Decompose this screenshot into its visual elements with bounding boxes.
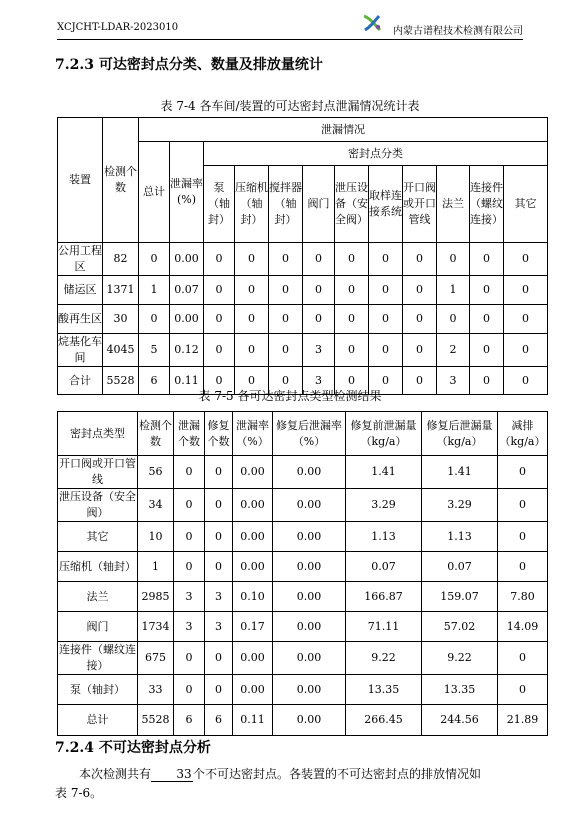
cell: 0 bbox=[205, 522, 233, 552]
cell: 1 bbox=[138, 552, 174, 582]
cell: 0.00 bbox=[273, 675, 346, 705]
cell: 0.07 bbox=[346, 552, 422, 582]
cell: 阀门 bbox=[58, 612, 138, 642]
col-header: 泄漏率（%） bbox=[233, 412, 273, 456]
device-name: 烷基化车间 bbox=[58, 334, 103, 367]
cell: 2985 bbox=[138, 582, 174, 612]
cell: 1.13 bbox=[422, 522, 498, 552]
cell: 0 bbox=[498, 456, 548, 489]
header-total: 总计 bbox=[139, 142, 170, 243]
class-value: 0 bbox=[235, 276, 269, 305]
cell: 266.45 bbox=[346, 705, 422, 736]
class-value: 0 bbox=[303, 276, 335, 305]
header-leak-rate: 泄漏率(%) bbox=[170, 142, 204, 243]
unreachable-paragraph bbox=[55, 765, 535, 784]
cell: 0.00 bbox=[273, 642, 346, 675]
class-value: 0 bbox=[335, 305, 369, 334]
class-value: 0 bbox=[437, 305, 470, 334]
cell: 0.00 bbox=[273, 456, 346, 489]
para-middle: 个不可达密封点。各装置的不可达密封点的排放情况如 bbox=[193, 767, 482, 781]
class-value: 0 bbox=[335, 367, 369, 395]
class-value: 0 bbox=[269, 305, 303, 334]
device-name: 酸再生区 bbox=[58, 305, 103, 334]
class-value: 3 bbox=[303, 334, 335, 367]
cell: 0.00 bbox=[233, 489, 273, 522]
cell: 0 bbox=[205, 456, 233, 489]
class-value: 0 bbox=[269, 243, 303, 276]
class-value: 0 bbox=[470, 334, 504, 367]
device-name: 储运区 bbox=[58, 276, 103, 305]
cell: 57.02 bbox=[422, 612, 498, 642]
section-title-7-2-3: 7.2.3 可达密封点分类、数量及排放量统计 bbox=[55, 57, 323, 73]
class-header: 压缩机（轴封） bbox=[235, 166, 269, 243]
class-value: 0 bbox=[403, 305, 437, 334]
class-header: 其它 bbox=[504, 166, 548, 243]
para-end: 表 7-6。 bbox=[55, 786, 103, 800]
cell: 1.41 bbox=[346, 456, 422, 489]
cell: 3 bbox=[174, 582, 205, 612]
cell: 5528 bbox=[138, 705, 174, 736]
class-value: 0 bbox=[335, 334, 369, 367]
leak-rate: 0.07 bbox=[170, 276, 204, 305]
leak-total: 0 bbox=[139, 305, 170, 334]
leak-total: 1 bbox=[139, 276, 170, 305]
device-name: 公用工程区 bbox=[58, 243, 103, 276]
cell: 21.89 bbox=[498, 705, 548, 736]
cell: 0.00 bbox=[233, 675, 273, 705]
class-value: 0 bbox=[403, 334, 437, 367]
cell: 法兰 bbox=[58, 582, 138, 612]
cell: 0.00 bbox=[273, 582, 346, 612]
table-7-5 bbox=[57, 411, 548, 736]
unreachable-count: 33 bbox=[151, 767, 193, 782]
cell: 3 bbox=[174, 612, 205, 642]
cell: 0 bbox=[174, 456, 205, 489]
table-row bbox=[58, 243, 548, 276]
cell: 开口阀或开口管线 bbox=[58, 456, 138, 489]
class-value: 0 bbox=[504, 334, 548, 367]
leak-rate: 0.00 bbox=[170, 243, 204, 276]
leak-rate: 0.11 bbox=[170, 367, 204, 395]
class-value: 0 bbox=[235, 367, 269, 395]
class-value: 0 bbox=[369, 276, 403, 305]
leak-total: 6 bbox=[139, 367, 170, 395]
table-7-4-caption: 表 7-4 各车间/装置的可达密封点泄漏情况统计表 bbox=[160, 99, 420, 113]
cell: 1734 bbox=[138, 612, 174, 642]
class-value: 0 bbox=[335, 276, 369, 305]
cell: 7.80 bbox=[498, 582, 548, 612]
class-header: 开口阀或开口管线 bbox=[403, 166, 437, 243]
class-value: 0 bbox=[504, 243, 548, 276]
col-header: 修复后泄漏率（%） bbox=[273, 412, 346, 456]
cell: 9.22 bbox=[346, 642, 422, 675]
cell: 159.07 bbox=[422, 582, 498, 612]
class-value: 0 bbox=[403, 367, 437, 395]
leak-total: 5 bbox=[139, 334, 170, 367]
cell: 0 bbox=[174, 489, 205, 522]
class-header: 泄压设备（安全阀） bbox=[335, 166, 369, 243]
cell: 56 bbox=[138, 456, 174, 489]
cell: 0 bbox=[205, 489, 233, 522]
cell: 10 bbox=[138, 522, 174, 552]
cell: 0 bbox=[205, 675, 233, 705]
cell: 675 bbox=[138, 642, 174, 675]
table-row bbox=[58, 705, 548, 736]
cell: 3 bbox=[205, 612, 233, 642]
cell: 0.17 bbox=[233, 612, 273, 642]
section-title-7-2-4: 7.2.4 不可达密封点分析 bbox=[55, 740, 211, 756]
cell: 0.11 bbox=[233, 705, 273, 736]
cell: 3 bbox=[205, 582, 233, 612]
table-row bbox=[58, 305, 548, 334]
col-header: 检测个数 bbox=[138, 412, 174, 456]
detect-count: 30 bbox=[103, 305, 139, 334]
cell: 3.29 bbox=[422, 489, 498, 522]
cell: 3.29 bbox=[346, 489, 422, 522]
cell: 0 bbox=[205, 552, 233, 582]
cell: 1.13 bbox=[346, 522, 422, 552]
detect-count: 1371 bbox=[103, 276, 139, 305]
cell: 166.87 bbox=[346, 582, 422, 612]
table-row bbox=[58, 276, 548, 305]
class-value: 0 bbox=[204, 243, 235, 276]
class-value: 0 bbox=[470, 276, 504, 305]
class-value: 0 bbox=[204, 305, 235, 334]
cell: 0.00 bbox=[273, 489, 346, 522]
class-value: 0 bbox=[403, 243, 437, 276]
cell: 0.00 bbox=[233, 552, 273, 582]
cell: 0.10 bbox=[233, 582, 273, 612]
detect-count: 5528 bbox=[103, 367, 139, 395]
cell: 0.00 bbox=[273, 705, 346, 736]
class-value: 0 bbox=[437, 243, 470, 276]
cell: 0.00 bbox=[273, 612, 346, 642]
leak-total: 0 bbox=[139, 243, 170, 276]
cell: 0.00 bbox=[233, 456, 273, 489]
class-value: 0 bbox=[504, 367, 548, 395]
class-header: 搅拌器（轴封） bbox=[269, 166, 303, 243]
header-leak-situation: 泄漏情况 bbox=[139, 118, 548, 142]
detect-count: 4045 bbox=[103, 334, 139, 367]
cell: 0 bbox=[205, 642, 233, 675]
class-value: 0 bbox=[369, 334, 403, 367]
class-value: 0 bbox=[369, 305, 403, 334]
cell: 0.07 bbox=[422, 552, 498, 582]
cell: 总计 bbox=[58, 705, 138, 736]
class-value: 0 bbox=[470, 367, 504, 395]
cell: 0 bbox=[498, 552, 548, 582]
class-value: 0 bbox=[470, 305, 504, 334]
cell: 71.11 bbox=[346, 612, 422, 642]
cell: 6 bbox=[174, 705, 205, 736]
leak-rate: 0.00 bbox=[170, 305, 204, 334]
cell: 13.35 bbox=[346, 675, 422, 705]
class-header: 连接件（螺纹连接） bbox=[470, 166, 504, 243]
class-value: 0 bbox=[269, 367, 303, 395]
class-value: 3 bbox=[437, 367, 470, 395]
header-detect-count: 检测个数 bbox=[103, 118, 139, 243]
cell: 0 bbox=[498, 642, 548, 675]
class-value: 0 bbox=[303, 305, 335, 334]
class-header: 取样连接系统 bbox=[369, 166, 403, 243]
class-value: 0 bbox=[504, 276, 548, 305]
cell: 0.00 bbox=[233, 642, 273, 675]
class-value: 0 bbox=[235, 305, 269, 334]
page-header bbox=[57, 10, 523, 40]
cell: 0 bbox=[174, 642, 205, 675]
table-row bbox=[58, 334, 548, 367]
col-header: 密封点类型 bbox=[58, 412, 138, 456]
class-value: 0 bbox=[504, 305, 548, 334]
company-name: 内蒙古谱程技术检测有限公司 bbox=[393, 26, 523, 37]
cell: 0 bbox=[498, 522, 548, 552]
detect-count: 82 bbox=[103, 243, 139, 276]
col-header: 修复个数 bbox=[205, 412, 233, 456]
table-row bbox=[58, 456, 548, 489]
col-header: 修复前泄漏量（kg/a） bbox=[346, 412, 422, 456]
table-7-5-caption: 表 7-5 各可达密封点类型检测结果 bbox=[198, 389, 382, 403]
class-value: 3 bbox=[303, 367, 335, 395]
cell: 0 bbox=[498, 489, 548, 522]
table-row bbox=[58, 522, 548, 552]
class-value: 1 bbox=[437, 276, 470, 305]
header-seal-classification: 密封点分类 bbox=[204, 142, 548, 166]
cell: 1.41 bbox=[422, 456, 498, 489]
cell: 泄压设备（安全阀） bbox=[58, 489, 138, 522]
table-row bbox=[58, 612, 548, 642]
cell: 连接件（螺纹连接） bbox=[58, 642, 138, 675]
class-value: 0 bbox=[269, 334, 303, 367]
cell: 34 bbox=[138, 489, 174, 522]
class-value: 2 bbox=[437, 334, 470, 367]
class-value: 0 bbox=[369, 367, 403, 395]
cell: 泵（轴封） bbox=[58, 675, 138, 705]
table-row bbox=[58, 642, 548, 675]
class-value: 0 bbox=[470, 243, 504, 276]
cell: 0.00 bbox=[273, 522, 346, 552]
class-value: 0 bbox=[235, 334, 269, 367]
class-value: 0 bbox=[204, 367, 235, 395]
class-value: 0 bbox=[303, 243, 335, 276]
cell: 9.22 bbox=[422, 642, 498, 675]
class-header: 阀门 bbox=[303, 166, 335, 243]
company-logo-icon bbox=[361, 12, 383, 34]
col-header: 修复后泄漏量（kg/a） bbox=[422, 412, 498, 456]
leak-rate: 0.12 bbox=[170, 334, 204, 367]
cell: 33 bbox=[138, 675, 174, 705]
cell: 0 bbox=[174, 552, 205, 582]
cell: 0.00 bbox=[273, 552, 346, 582]
cell: 244.56 bbox=[422, 705, 498, 736]
class-value: 0 bbox=[235, 243, 269, 276]
cell: 14.09 bbox=[498, 612, 548, 642]
col-header: 减排（kg/a） bbox=[498, 412, 548, 456]
table-7-4 bbox=[57, 117, 548, 395]
cell: 0 bbox=[174, 522, 205, 552]
cell: 13.35 bbox=[422, 675, 498, 705]
cell: 0 bbox=[174, 675, 205, 705]
cell: 0 bbox=[498, 675, 548, 705]
class-value: 0 bbox=[403, 276, 437, 305]
class-value: 0 bbox=[269, 276, 303, 305]
class-value: 0 bbox=[369, 243, 403, 276]
header-device: 装置 bbox=[58, 118, 103, 243]
table-row bbox=[58, 675, 548, 705]
cell: 其它 bbox=[58, 522, 138, 552]
table-row bbox=[58, 489, 548, 522]
class-value: 0 bbox=[335, 243, 369, 276]
table-row bbox=[58, 552, 548, 582]
col-header: 泄漏个数 bbox=[174, 412, 205, 456]
device-name: 合计 bbox=[58, 367, 103, 395]
para-prefix: 本次检测共有 bbox=[79, 767, 152, 781]
class-value: 0 bbox=[204, 276, 235, 305]
class-header: 泵（轴封） bbox=[204, 166, 235, 243]
class-value: 0 bbox=[204, 334, 235, 367]
table-row bbox=[58, 582, 548, 612]
cell: 压缩机（轴封） bbox=[58, 552, 138, 582]
cell: 6 bbox=[205, 705, 233, 736]
class-header: 法兰 bbox=[437, 166, 470, 243]
cell: 0.00 bbox=[233, 522, 273, 552]
document-code: XCJCHT-LDAR-2023010 bbox=[57, 22, 179, 33]
